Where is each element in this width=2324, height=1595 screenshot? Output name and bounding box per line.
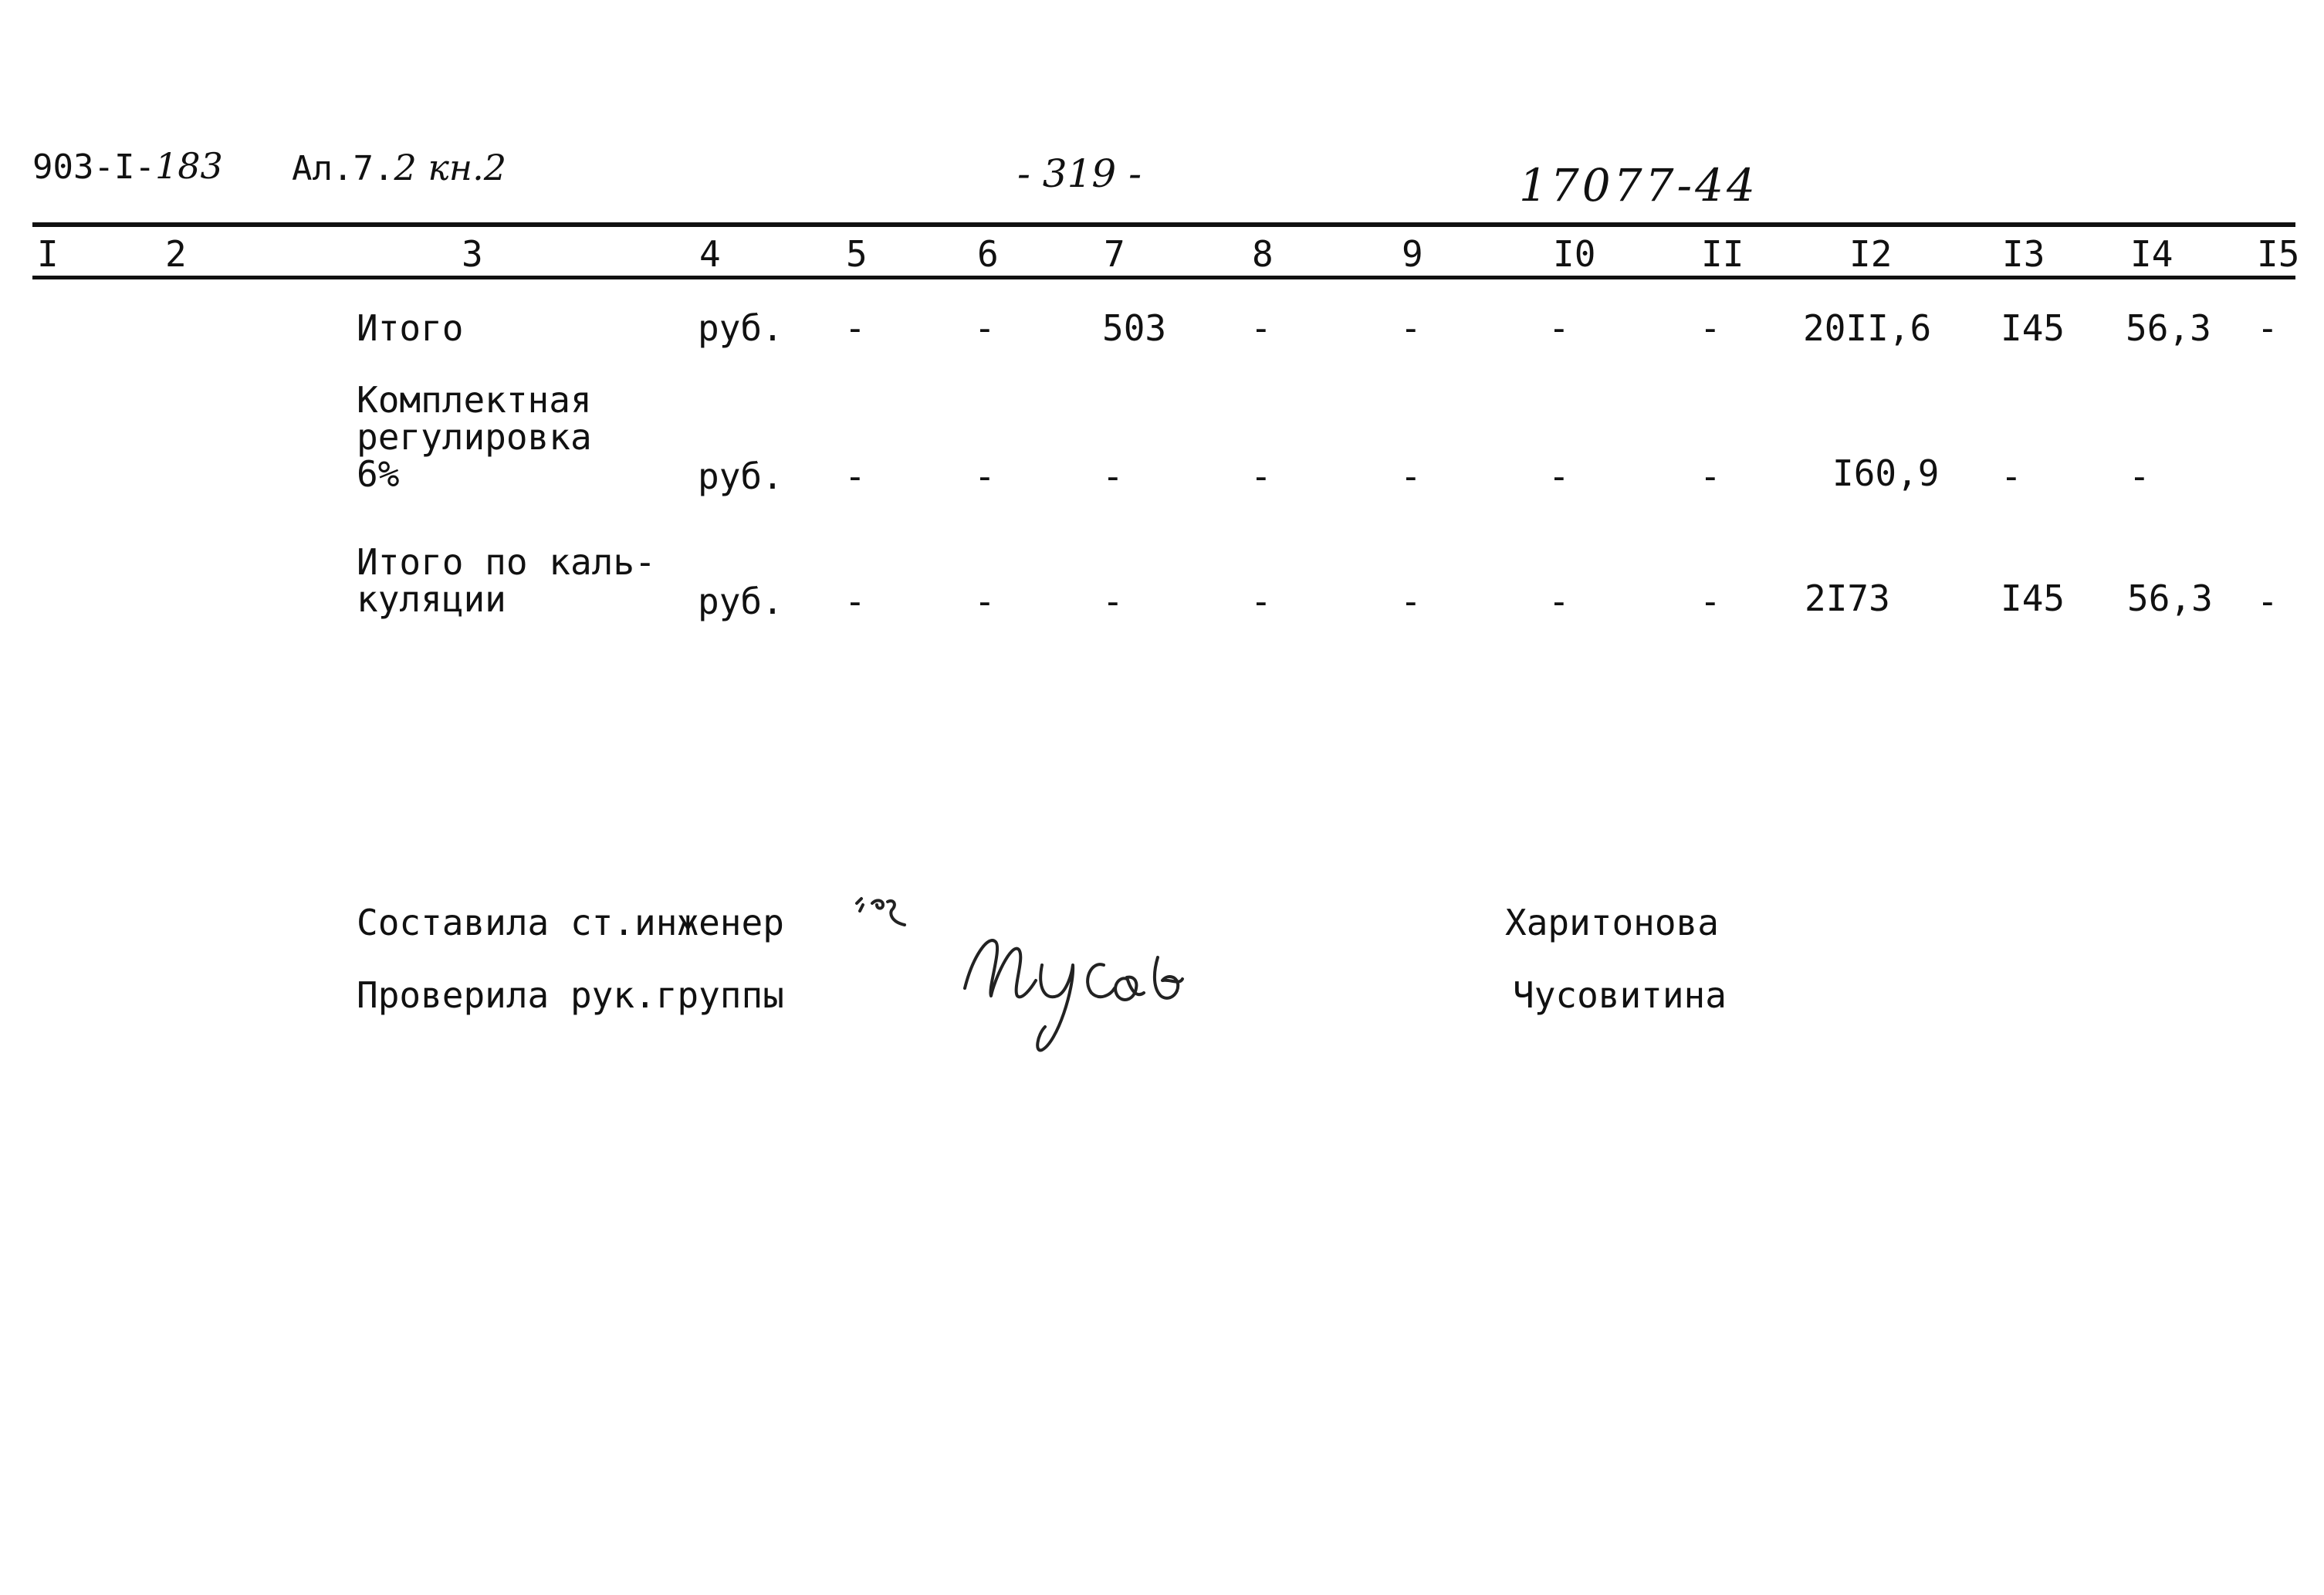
cell-col5: -	[844, 307, 866, 349]
col-header-15: I5	[2257, 233, 2300, 275]
col-header-6: 6	[977, 233, 999, 275]
cell-col8: -	[1250, 455, 1272, 497]
row-unit: руб.	[698, 581, 783, 622]
col-header-12: I2	[1849, 233, 1893, 275]
col-header-3: 3	[462, 233, 483, 275]
checked-by-label: Проверила рук.группы	[357, 974, 784, 1016]
cell-col5: -	[844, 455, 866, 497]
cell-col11: -	[1700, 455, 1721, 497]
table-header-rule	[32, 276, 2295, 279]
col-header-13: I3	[2002, 233, 2045, 275]
album-handwritten: 2 кн.2	[394, 147, 506, 188]
cell-col14: 56,3	[2127, 577, 2213, 619]
compiled-by-label: Составила ст.инженер	[357, 902, 784, 943]
compiled-by-name: Харитонова	[1505, 902, 1719, 943]
cell-col14: -	[2129, 455, 2150, 497]
row-name: Комплектная регулировка 6%	[357, 379, 592, 495]
cell-col8: -	[1250, 307, 1272, 349]
row-name: Итого по каль- куляции	[357, 541, 656, 620]
cell-col5: -	[844, 581, 866, 622]
cell-col9: -	[1400, 581, 1422, 622]
cell-col10: -	[1548, 455, 1570, 497]
col-header-7: 7	[1104, 233, 1125, 275]
doc-number-handwritten: 183	[154, 145, 223, 187]
cell-col8: -	[1250, 581, 1272, 622]
cell-col14: 56,3	[2126, 307, 2211, 349]
cell-col7: -	[1102, 581, 1124, 622]
cell-col12: 20II,6	[1803, 307, 1932, 349]
album-prefix: Ал.7.	[292, 149, 394, 188]
col-header-9: 9	[1402, 233, 1423, 275]
col-header-10: I0	[1553, 233, 1596, 275]
col-header-14: I4	[2130, 233, 2173, 275]
row-unit: руб.	[698, 455, 783, 497]
cell-col12: 2I73	[1805, 577, 1890, 619]
cell-col6: -	[974, 307, 996, 349]
cell-col15: -	[2257, 581, 2278, 622]
col-header-11: II	[1701, 233, 1744, 275]
checked-by-name: Чусовитина	[1513, 974, 1727, 1016]
cell-col13: -	[2001, 455, 2022, 497]
table-top-rule	[32, 222, 2295, 227]
cell-col10: -	[1548, 581, 1570, 622]
cell-col9: -	[1400, 455, 1422, 497]
cell-col12: I60,9	[1832, 452, 1940, 494]
cell-col13: I45	[2001, 577, 2065, 619]
doc-number	[32, 145, 223, 187]
cell-col9: -	[1400, 307, 1422, 349]
cell-col13: I45	[2001, 307, 2065, 349]
cell-col15: -	[2257, 307, 2278, 349]
col-header-5: 5	[846, 233, 868, 275]
cell-col11: -	[1700, 581, 1721, 622]
col-header-1: I	[37, 233, 59, 275]
page-number: - 319 -	[1017, 151, 1142, 196]
handwritten-signature	[849, 880, 1250, 1065]
cell-col7: 503	[1102, 307, 1167, 349]
col-header-8: 8	[1252, 233, 1274, 275]
cell-col7: -	[1102, 455, 1124, 497]
doc-prefix: 903-I-	[32, 147, 155, 187]
col-header-2: 2	[165, 233, 187, 275]
order-number: 17077-44	[1519, 159, 1758, 212]
cell-col10: -	[1548, 307, 1570, 349]
cell-col6: -	[974, 581, 996, 622]
col-header-4: 4	[699, 233, 721, 275]
album-number	[292, 147, 506, 188]
row-unit: руб.	[698, 307, 783, 349]
cell-col6: -	[974, 455, 996, 497]
cell-col11: -	[1700, 307, 1721, 349]
row-name: Итого	[357, 307, 464, 349]
